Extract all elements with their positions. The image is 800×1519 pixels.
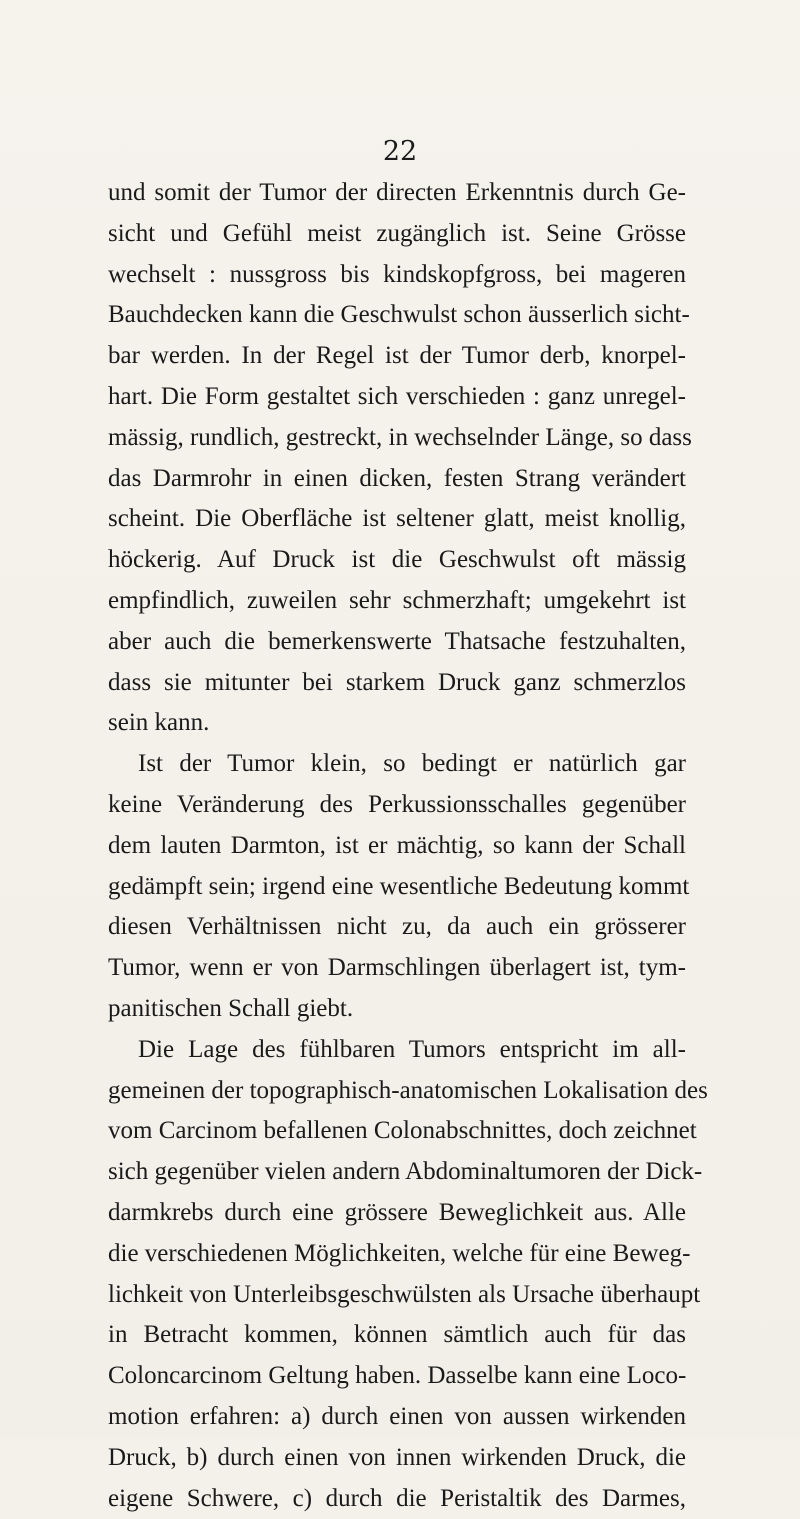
text-line: motion erfahren: a) durch einen von aussen wirkenden (108, 1397, 686, 1438)
text-line: dem lauten Darmton, ist er mächtig, so kann der Schall (108, 826, 686, 867)
text-line: gedämpft sein; irgend eine wesentliche Bedeutung kommt (108, 867, 686, 908)
text-line: diesen Verhältnissen nicht zu, da auch ein grösserer (108, 907, 686, 948)
text-line: lichkeit von Unterleibsgeschwülsten als Ursache überhaupt (108, 1275, 686, 1316)
paragraph-end-line: panitischen Schall giebt. (108, 989, 686, 1030)
text-line: darmkrebs durch eine grössere Beweglichkeit aus. Alle (108, 1193, 686, 1234)
text-line: und somit der Tumor der directen Erkenntnis durch Ge- (108, 173, 686, 214)
text-line: Druck, b) durch einen von innen wirkenden Druck, die (108, 1438, 686, 1479)
text-line: aber auch die bemerkenswerte Thatsache festzuhalten, (108, 622, 686, 663)
text-line: empfindlich, zuweilen sehr schmerzhaft; umgekehrt ist (108, 581, 686, 622)
text-line: scheint. Die Oberfläche ist seltener glatt, meist knollig, (108, 499, 686, 540)
text-line: wechselt : nussgross bis kindskopfgross, bei mageren (108, 255, 686, 296)
text-line: sicht und Gefühl meist zugänglich ist. Seine Grösse (108, 214, 686, 255)
text-line: gemeinen der topographisch-anatomischen Lokalisation des (108, 1071, 686, 1112)
text-line: höckerig. Auf Druck ist die Geschwulst oft mässig (108, 540, 686, 581)
text-line: bar werden. In der Regel ist der Tumor derb, knorpel- (108, 336, 686, 377)
text-line: die verschiedenen Möglichkeiten, welche für eine Beweg- (108, 1234, 686, 1275)
text-line: dass sie mitunter bei starkem Druck ganz schmerzlos (108, 663, 686, 704)
text-line: vom Carcinom befallenen Colonabschnittes, doch zeichnet (108, 1111, 686, 1152)
text-line: hart. Die Form gestaltet sich verschieden : ganz unregel- (108, 377, 686, 418)
text-line: Tumor, wenn er von Darmschlingen überlagert ist, tym- (108, 948, 686, 989)
text-line: sich gegenüber vielen andern Abdominaltumoren der Dick- (108, 1152, 686, 1193)
text-line: Coloncarcinom Geltung haben. Dasselbe kann eine Loco- (108, 1356, 686, 1397)
text-line: Bauchdecken kann die Geschwulst schon äusserlich sicht- (108, 295, 686, 336)
text-line: keine Veränderung des Perkussionsschalles gegenüber (108, 785, 686, 826)
text-line: mässig, rundlich, gestreckt, in wechselnder Länge, so dass (108, 418, 686, 459)
text-line: eigene Schwere, c) durch die Peristaltik des Darmes, (108, 1479, 686, 1519)
text-line: das Darmrohr in einen dicken, festen Strang verändert (108, 459, 686, 500)
page-number: 22 (0, 136, 800, 167)
paragraph-start-line: Ist der Tumor klein, so bedingt er natürlich gar (108, 744, 686, 785)
paragraph-end-line: sein kann. (108, 703, 686, 744)
text-line: in Betracht kommen, können sämtlich auch für das (108, 1315, 686, 1356)
body-text (108, 173, 686, 1519)
paragraph-start-line: Die Lage des fühlbaren Tumors entspricht im all- (108, 1030, 686, 1071)
